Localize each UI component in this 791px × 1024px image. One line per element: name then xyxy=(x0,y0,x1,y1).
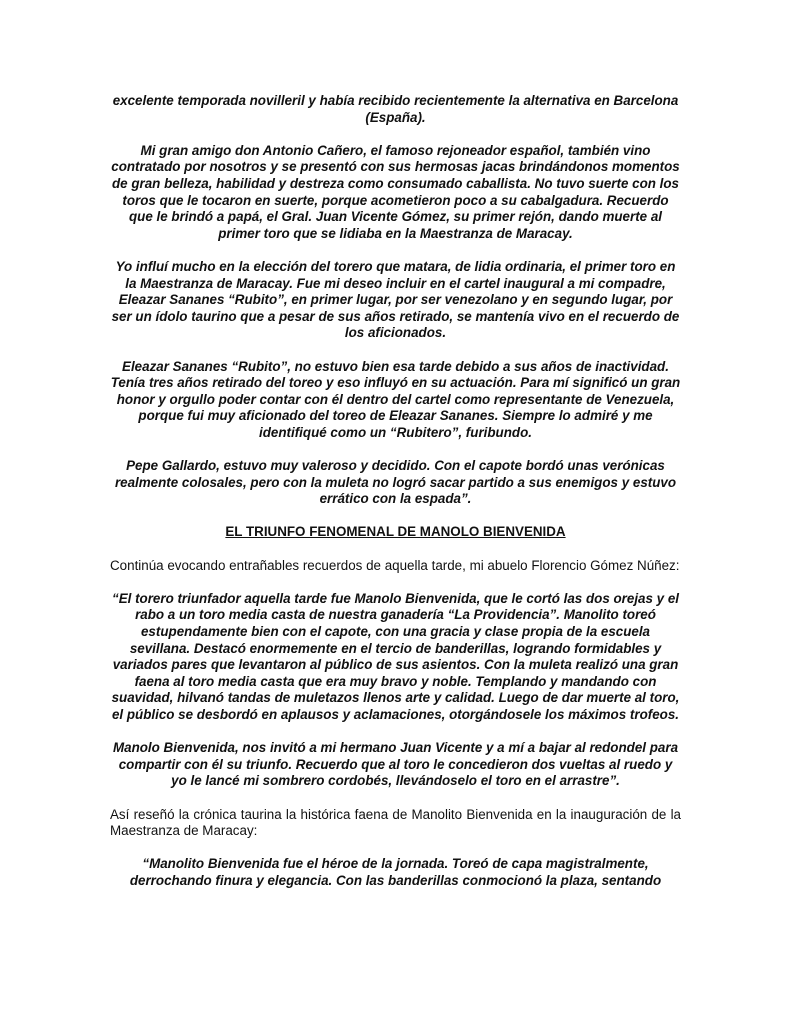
section-heading: EL TRIUNFO FENOMENAL DE MANOLO BIENVENIDA xyxy=(225,524,566,540)
paragraph-canero: Mi gran amigo don Antonio Cañero, el famoso rejoneador español, también vino contratado por nosotros y se presentó con sus hermosas jacas brindándonos momentos de gran belleza, habilidad y destreza como consumado caballista. No tuvo suerte con los toros que le tocaron en suerte, porque acometieron poco a su cabalgadura. Recuerdo que le brindó a papá, el Gral. Juan Vicente Gómez, su primer rejón, dando muerte al primer toro que se lidiaba en la Maestranza de Maracay. xyxy=(111,142,680,241)
paragraph-rubito: Eleazar Sananes “Rubito”, no estuvo bien esa tarde debido a sus años de inactividad. Tenía tres años retirado del toreo y eso influyó en su actuación. Para mí significó un gran honor y orgullo poder contar con él dentro del cartel como representante de Venezuela, porque fui muy aficionado del toreo de Eleazar Sananes. Siempre lo admiré y me identifiqué como un “Rubitero”, furibundo. xyxy=(110,358,681,440)
quote-cronica: “Manolito Bienvenida fue el héroe de la jornada. Toreó de capa magistralmente, derrochando finura y elegancia. Con las banderillas conmocionó la plaza, sentando xyxy=(129,856,662,888)
quote-bienvenida-triunfo: “El torero triunfador aquella tarde fue Manolo Bienvenida, que le cortó las dos orejas y el rabo a un toro media casta de nuestra ganadería “La Providencia”. Manolito toreó estupendamente bien con el capote, con una gracia y clase propia de la escuela sevillana. Destacó enormemente en el tercio de banderillas, logrando formidables y variados pares que levantaron al público de sus asientos. Con la muleta realizó una gran faena al toro media casta que era muy bravo y noble. Templando y mandando con suavidad, hilvanó tandas de muletazos llenos arte y calidad. Luego de dar muerte al toro, el público se desbordó en aplausos y aclamaciones, otorgándosele los máximos trofeos. xyxy=(111,590,680,722)
intro-paragraph-1: Continúa evocando entrañables recuerdos de aquella tarde, mi abuelo Florencio Gómez Núñez: xyxy=(110,557,680,573)
quote-redondel: Manolo Bienvenida, nos invitó a mi hermano Juan Vicente y a mí a bajar al redondel para compartir con él su triunfo. Recuerdo que al toro le concedieron dos vueltas al ruedo y yo le lancé mi sombrero cordobés, llevándoselo el toro en el arrastre”. xyxy=(112,740,679,789)
paragraph-pepe-gallardo: Pepe Gallardo, estuvo muy valeroso y decidido. Con el capote bordó unas verónicas realmente colosales, pero con la muleta no logró sacar partido a sus enemigos y estuvo errático con la espada”. xyxy=(114,458,677,507)
paragraph-alternativa: excelente temporada novilleril y había recibido recientemente la alternativa en Barcelona (España). xyxy=(112,93,679,125)
intro-paragraph-2: Así reseñó la crónica taurina la histórica faena de Manolito Bienvenida en la inauguración de la Maestranza de Maracay: xyxy=(110,806,681,839)
document-page xyxy=(110,93,681,906)
paragraph-eleccion-torero: Yo influí mucho en la elección del torero que matara, de lidia ordinaria, el primer toro en la Maestranza de Maracay. Fue mi deseo incluir en el cartel inaugural a mi compadre, Eleazar Sananes “Rubito”, en primer lugar, por ser venezolano y en segundo lugar, por ser un ídolo taurino que a pesar de sus años retirado, se mantenía vivo en el recuerdo de los aficionados. xyxy=(111,258,680,341)
